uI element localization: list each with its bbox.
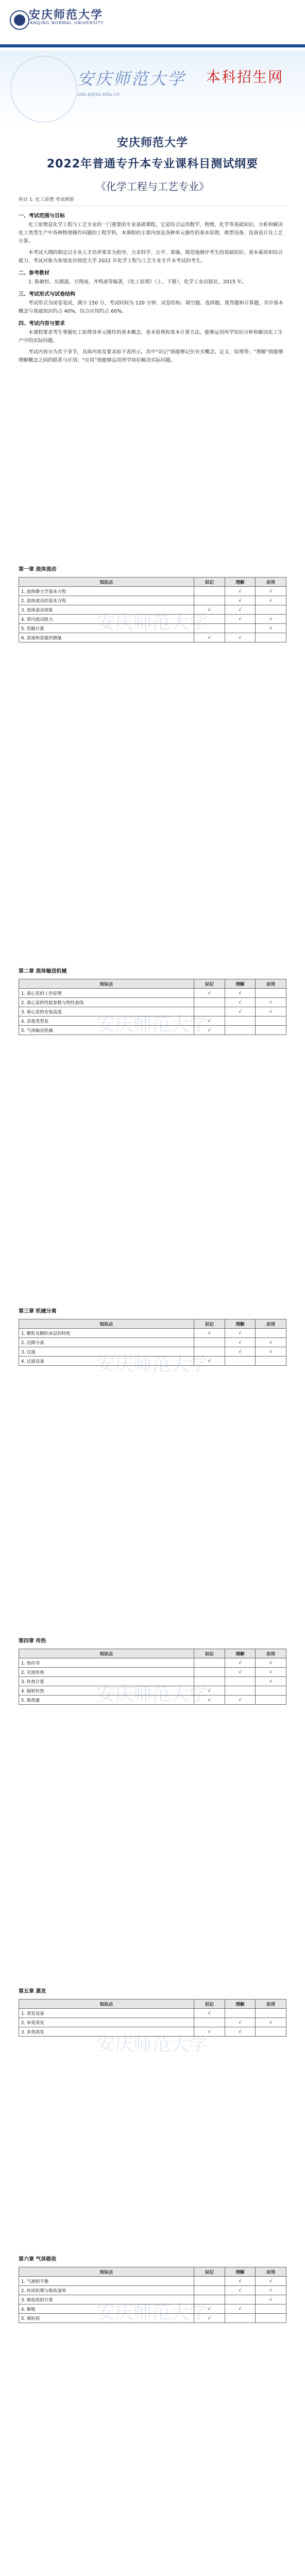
top-bar bbox=[0, 0, 305, 47]
table-cell: 4. 辐射传热 bbox=[19, 1686, 194, 1696]
table-row bbox=[19, 1329, 286, 1338]
table-row bbox=[19, 2009, 286, 2018]
table-title: 第四章 传热 bbox=[19, 1638, 46, 1644]
table-cell: √ bbox=[225, 1696, 256, 1705]
table-cell: √ bbox=[225, 998, 256, 1007]
table-cell bbox=[194, 615, 225, 624]
column-header: 应用 bbox=[256, 1319, 286, 1329]
table-row bbox=[19, 2027, 286, 2037]
table-cell: 4. 解吸 bbox=[19, 2304, 194, 2314]
table-cell: √ bbox=[225, 1007, 256, 1016]
table-cell: 3. 过滤 bbox=[19, 1347, 194, 1357]
banner-url[interactable]: zsb.aqnu.edu.cn bbox=[77, 92, 120, 97]
table-cell bbox=[256, 989, 286, 998]
table-cell: 2. 对流传热 bbox=[19, 1668, 194, 1677]
table-cell: 1. 颗粒及颗粒床层的特性 bbox=[19, 1329, 194, 1338]
table-row bbox=[19, 2304, 286, 2314]
table-cell bbox=[256, 2027, 286, 2037]
table-cell: √ bbox=[194, 1357, 225, 1366]
table-cell: √ bbox=[194, 1686, 225, 1696]
table-row bbox=[19, 1007, 286, 1016]
column-header: 理解 bbox=[225, 1649, 256, 1658]
table-cell bbox=[256, 1026, 286, 1035]
table-cell bbox=[194, 1007, 225, 1016]
table-cell bbox=[256, 1357, 286, 1366]
table-cell: 2. 离心泵的性能参数与特性曲线 bbox=[19, 998, 194, 1007]
table-cell: 3. 离心泵的安装高度 bbox=[19, 1007, 194, 1016]
table-cell bbox=[256, 2304, 286, 2314]
paragraph: 考试内容分为若干章节，具体内容及要求如下表所示，其中“识记”指能够记住有关概念、定义、原理等；“理解”指能够理解概念之间的联系与区别；“应用”指能够运用所学知识解决实际问题。 bbox=[19, 349, 283, 363]
table-row bbox=[19, 1347, 286, 1357]
section-title: 三、考试形式与试卷结构 bbox=[19, 292, 75, 297]
table-cell bbox=[194, 1347, 225, 1357]
table-cell: √ bbox=[194, 2314, 225, 2323]
syllabus-table bbox=[19, 2267, 286, 2323]
paragraph: 考试形式为闭卷笔试，满分 150 分，考试时间为 120 分钟。试卷结构：填空题、选择题、简答题和计算题，其中基本概念与基础知识约占 40%，综合应用约占 60%。 bbox=[19, 300, 283, 314]
watermark-logo-icon: 安庆师范大学 bbox=[96, 1014, 208, 1035]
table-cell bbox=[225, 1026, 256, 1035]
table-cell: 5. 气体输送机械 bbox=[19, 1026, 194, 1035]
table-cell bbox=[225, 2009, 256, 2018]
table-cell bbox=[225, 624, 256, 633]
table-cell: √ bbox=[194, 2009, 225, 2018]
table-row bbox=[19, 624, 286, 633]
table-cell bbox=[194, 1338, 225, 1347]
table-cell: √ bbox=[225, 596, 256, 605]
table-row bbox=[19, 633, 286, 642]
table bbox=[19, 1999, 286, 2037]
doc-title-main: 2022年普通专升本专业课科目测试纲要 bbox=[46, 158, 259, 171]
table-header-row bbox=[19, 1319, 286, 1329]
table-cell: √ bbox=[194, 1016, 225, 1026]
table-cell: √ bbox=[194, 2027, 225, 2037]
table-cell: √ bbox=[194, 989, 225, 998]
table-cell: 3. 传热计算 bbox=[19, 1677, 194, 1686]
table-cell bbox=[194, 1677, 225, 1686]
table-cell bbox=[194, 624, 225, 633]
table-row bbox=[19, 605, 286, 615]
table-cell bbox=[225, 1686, 256, 1696]
column-header: 应用 bbox=[256, 979, 286, 989]
table-cell: √ bbox=[256, 1677, 286, 1686]
table bbox=[19, 1319, 286, 1366]
table-cell: 4. 其他类型泵 bbox=[19, 1016, 194, 1026]
table-cell: √ bbox=[256, 587, 286, 596]
table-cell: √ bbox=[225, 1347, 256, 1357]
column-header: 理解 bbox=[225, 1999, 256, 2009]
table-cell: 1. 热传导 bbox=[19, 1658, 194, 1668]
table-cell: √ bbox=[256, 1338, 286, 1347]
table-cell: 1. 气液相平衡 bbox=[19, 2277, 194, 2286]
table-cell: 5. 换热器 bbox=[19, 1696, 194, 1705]
column-header: 应用 bbox=[256, 2267, 286, 2277]
table-cell bbox=[194, 2295, 225, 2304]
seal-icon bbox=[10, 56, 77, 123]
watermark-logo-icon: 安庆师范大学 bbox=[96, 2302, 208, 2323]
table-cell: √ bbox=[225, 989, 256, 998]
table bbox=[19, 2267, 286, 2323]
table-row bbox=[19, 1658, 286, 1668]
table-cell: √ bbox=[256, 1347, 286, 1357]
table-title: 第二章 流体输送机械 bbox=[19, 969, 67, 974]
intro-content bbox=[19, 196, 286, 368]
column-header: 应用 bbox=[256, 1999, 286, 2009]
table-cell: 3. 流体流动现象 bbox=[19, 605, 194, 615]
syllabus-table bbox=[19, 979, 286, 1035]
paragraph: 1. 陈敏恒、丛德滋、方图南、齐鸣斋等编著，《化工原理》（上、下册），化学工业出版社，2015 年。 bbox=[28, 279, 247, 285]
column-header: 识记 bbox=[194, 1319, 225, 1329]
table-cell: √ bbox=[256, 2286, 286, 2295]
table-cell: 4. 管内流动阻力 bbox=[19, 615, 194, 624]
table-cell: 1. 蒸发设备 bbox=[19, 2009, 194, 2018]
paragraph: 本课程要求考生掌握化工原理各单元操作的基本概念、基本原理和基本计算方法，能够运用所学知识分析和解决化工生产中的实际问题。 bbox=[19, 330, 283, 344]
table-cell: √ bbox=[256, 2018, 286, 2027]
column-header: 理解 bbox=[225, 979, 256, 989]
table-cell: 3. 多效蒸发 bbox=[19, 2027, 194, 2037]
table-cell: √ bbox=[256, 596, 286, 605]
table-cell: √ bbox=[225, 1658, 256, 1668]
syllabus-table bbox=[19, 1999, 286, 2037]
table-row bbox=[19, 2295, 286, 2304]
table-cell: √ bbox=[225, 2018, 256, 2027]
table-cell: √ bbox=[256, 624, 286, 633]
table-cell bbox=[194, 1658, 225, 1668]
table-cell bbox=[194, 1668, 225, 1677]
table bbox=[19, 577, 286, 642]
column-header: 知识点 bbox=[19, 1319, 194, 1329]
table-cell: √ bbox=[225, 2277, 256, 2286]
banner-slogan: 本科招生网 bbox=[206, 69, 284, 86]
table-row bbox=[19, 998, 286, 1007]
table-cell bbox=[256, 633, 286, 642]
table-row bbox=[19, 1686, 286, 1696]
title-block bbox=[0, 129, 305, 193]
table-cell bbox=[256, 2009, 286, 2018]
column-header: 知识点 bbox=[19, 578, 194, 587]
table-cell: √ bbox=[256, 998, 286, 1007]
watermark-logo-icon: 安庆师范大学 bbox=[96, 1684, 208, 1705]
table-cell: √ bbox=[225, 605, 256, 615]
table-header-row bbox=[19, 578, 286, 587]
table-cell: √ bbox=[256, 1668, 286, 1677]
table-cell: √ bbox=[256, 1658, 286, 1668]
table-cell bbox=[225, 1677, 256, 1686]
column-header: 知识点 bbox=[19, 1649, 194, 1658]
table-cell: √ bbox=[225, 1338, 256, 1347]
column-header: 识记 bbox=[194, 979, 225, 989]
table-cell bbox=[194, 596, 225, 605]
table-cell: √ bbox=[194, 633, 225, 642]
table-header-row bbox=[19, 979, 286, 989]
table-cell: √ bbox=[194, 1329, 225, 1338]
table-cell: 3. 吸收塔的计算 bbox=[19, 2295, 194, 2304]
table-row bbox=[19, 2277, 286, 2286]
syllabus-table bbox=[19, 1649, 286, 1705]
table-cell: √ bbox=[194, 605, 225, 615]
table-row bbox=[19, 2314, 286, 2323]
column-header: 理解 bbox=[225, 2267, 256, 2277]
logo-subtext: ANQING NORMAL UNIVERSITY bbox=[30, 21, 104, 25]
table-cell: √ bbox=[256, 2277, 286, 2286]
table-title: 第三章 机械分离 bbox=[19, 1309, 57, 1314]
table-cell: √ bbox=[225, 1329, 256, 1338]
doc-title-university: 安庆师范大学 bbox=[116, 137, 188, 149]
table-row bbox=[19, 1668, 286, 1677]
table-cell bbox=[256, 1329, 286, 1338]
table-cell: 1. 离心泵的工作原理 bbox=[19, 989, 194, 998]
table-cell bbox=[194, 587, 225, 596]
table-cell: √ bbox=[225, 633, 256, 642]
table-title: 第一章 流体流动 bbox=[19, 567, 57, 572]
table-row bbox=[19, 1026, 286, 1035]
column-header: 应用 bbox=[256, 578, 286, 587]
table-cell bbox=[225, 2314, 256, 2323]
table-cell: 2. 传质机理与吸收速率 bbox=[19, 2286, 194, 2295]
table bbox=[19, 979, 286, 1035]
table-header-row bbox=[19, 1999, 286, 2009]
syllabus-table bbox=[19, 577, 286, 642]
table-cell bbox=[225, 1357, 256, 1366]
table-cell: 2. 沉降分离 bbox=[19, 1338, 194, 1347]
section-title: 一、考试范围与目标 bbox=[19, 213, 65, 219]
watermark-logo-icon: 安庆师范大学 bbox=[96, 1354, 208, 1375]
banner bbox=[0, 50, 305, 128]
table-cell bbox=[225, 2295, 256, 2304]
logo-text: 安庆师范大学 bbox=[29, 8, 104, 22]
table-cell: √ bbox=[225, 1668, 256, 1677]
table-cell: 1. 流体静力学基本方程 bbox=[19, 587, 194, 596]
table-cell: √ bbox=[194, 2304, 225, 2314]
banner-university-name: 安庆师范大学 bbox=[77, 69, 186, 89]
table-cell: √ bbox=[225, 2286, 256, 2295]
table-row bbox=[19, 1357, 286, 1366]
table-header-row bbox=[19, 2267, 286, 2277]
table-cell: √ bbox=[256, 1007, 286, 1016]
watermark-logo-icon: 安庆师范大学 bbox=[96, 2034, 208, 2055]
table bbox=[19, 1649, 286, 1705]
table-cell: 4. 过滤设备 bbox=[19, 1357, 194, 1366]
section-title: 四、考试内容与要求 bbox=[19, 321, 65, 327]
subject-note: 科目 1: 化工原理 考试纲要 bbox=[19, 196, 286, 206]
table-row bbox=[19, 1696, 286, 1705]
column-header: 识记 bbox=[194, 1649, 225, 1658]
table-cell: √ bbox=[256, 2295, 286, 2304]
column-header: 知识点 bbox=[19, 2267, 194, 2277]
table-cell bbox=[194, 998, 225, 1007]
table-cell: 5. 填料塔 bbox=[19, 2314, 194, 2323]
column-header: 应用 bbox=[256, 1649, 286, 1658]
table-row bbox=[19, 1677, 286, 1686]
table-cell: √ bbox=[194, 1026, 225, 1035]
table-cell: √ bbox=[225, 2027, 256, 2037]
table-row bbox=[19, 989, 286, 998]
paragraph: 化工原理是化学工程与工艺专业的一门重要的专业基础课程，它是综合运用数学、物理、化学等基础知识，分析和解决化工类型生产中各种物理操作问题的工程学科，本课程的主要内容是各种单元操作的基本原理、典型设备、设备设计及工艺计算。 bbox=[19, 222, 283, 244]
table-row bbox=[19, 2286, 286, 2295]
table-cell bbox=[194, 2277, 225, 2286]
table-cell: √ bbox=[225, 615, 256, 624]
table-cell bbox=[256, 1016, 286, 1026]
table-row bbox=[19, 1338, 286, 1347]
table-row bbox=[19, 587, 286, 596]
table-cell: 6. 流速和流量的测量 bbox=[19, 633, 194, 642]
table-row bbox=[19, 615, 286, 624]
table-cell bbox=[256, 605, 286, 615]
watermark-logo-icon: 安庆师范大学 bbox=[96, 612, 208, 633]
column-header: 知识点 bbox=[19, 1999, 194, 2009]
table-title: 第六章 气体吸收 bbox=[19, 2257, 57, 2262]
table-cell bbox=[194, 2018, 225, 2027]
table-cell: √ bbox=[225, 587, 256, 596]
table-header-row bbox=[19, 1649, 286, 1658]
table-cell bbox=[256, 1686, 286, 1696]
column-header: 识记 bbox=[194, 2267, 225, 2277]
table-cell bbox=[256, 1696, 286, 1705]
table-row bbox=[19, 1016, 286, 1026]
table-cell bbox=[256, 2314, 286, 2323]
paragraph: 本考试大纲的制定以专业人才培养要求为指导，力求科学、公平、准确、规范地测评考生的基础知识、基本素质和综合能力，考试对象为参加安庆师范大学 2022 年化学工程与工艺专业专升本考试的考生。 bbox=[19, 250, 283, 264]
table-cell: 2. 流体流动的基本方程 bbox=[19, 596, 194, 605]
table-cell: 2. 单效蒸发 bbox=[19, 2018, 194, 2027]
section-title: 二、参考教材 bbox=[19, 270, 49, 276]
column-header: 识记 bbox=[194, 578, 225, 587]
syllabus-table bbox=[19, 1319, 286, 1366]
table-row bbox=[19, 2018, 286, 2027]
table-cell: 5. 管路计算 bbox=[19, 624, 194, 633]
table-row bbox=[19, 596, 286, 605]
doc-title-major: 《化学工程与工艺专业》 bbox=[96, 180, 209, 193]
column-header: 识记 bbox=[194, 1999, 225, 2009]
column-header: 理解 bbox=[225, 1319, 256, 1329]
column-header: 理解 bbox=[225, 578, 256, 587]
table-cell bbox=[225, 1016, 256, 1026]
column-header: 知识点 bbox=[19, 979, 194, 989]
table-title: 第五章 蒸发 bbox=[19, 1989, 46, 1994]
table-cell: √ bbox=[225, 2304, 256, 2314]
table-cell: √ bbox=[194, 1696, 225, 1705]
table-cell bbox=[194, 2286, 225, 2295]
table-cell: √ bbox=[256, 615, 286, 624]
